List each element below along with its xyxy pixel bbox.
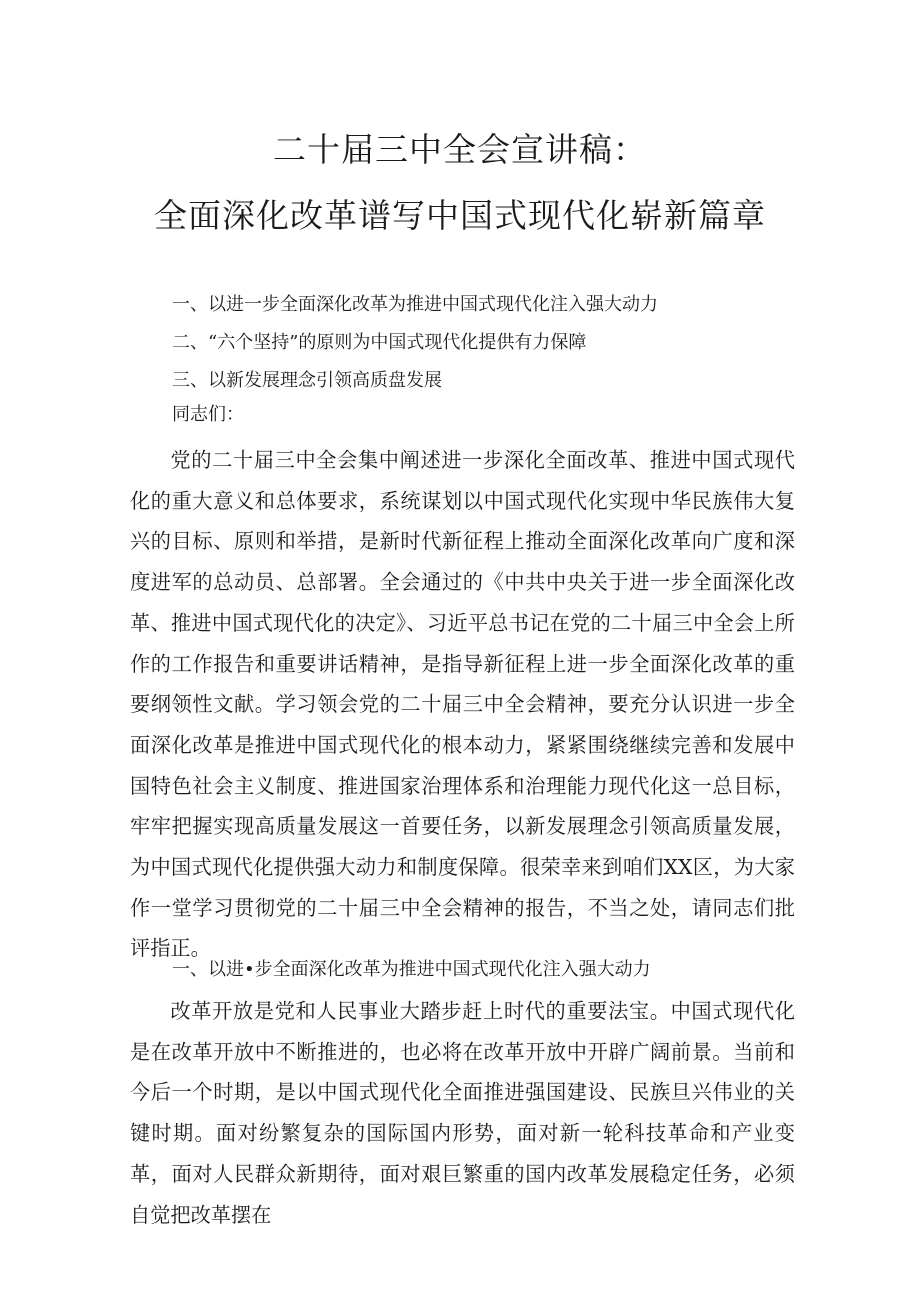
outline-item: 二、“六个坚持”的原则为中国式现代化提供有力保障 (172, 332, 587, 353)
outline-item: 三、以新发展理念引领高质盘发展 (172, 370, 442, 391)
section-paragraph: 改革开放是党和人民事业大踏步赶上时代的重要法宝。中国式现代化是在改革开放中不断推进的，也必将在改革开放中开辟广阔前景。当前和今后一个时期，是以中国式现代化全面推进强国建设、民族旦兴伟业的关键时期。面对纷繁复杂的国际国内形势，面对新一轮科技革命和产业变革，面对人民群众新期待，面对艰巨繁重的国内改革发展稳定任务，必须自觉把改革摆在 (130, 999, 795, 1227)
section-heading: 一、以进•步全面深化改革为推进中国式现代化注入强大动力 (172, 959, 651, 980)
intro-paragraph: 党的二十届三中全会集中阐述进一步深化全面改革、推进中国式现代化的重大意义和总体要求，系统谋划以中国式现代化实现中华民族伟大复兴的目标、原则和举措，是新时代新征程上推动全面深化改革向广度和深度进军的总动员、总部署。全会通过的《中共中央关于进一步全面深化改革、推进中国式现代化的决定》、习近平总书记在党的二十届三中全会上所作的工作报告和重要讲话精神，是指导新征程上进一步全面深化改革的重要纲领性文献。学习领会党的二十届三中全会精神，要充分认识进一步全面深化改革是推进中国式现代化的根本动力，紧紧围绕继续完善和发展中国特色社会主义制度、推进国家治理体系和治理能力现代化这一总目标，牢牢把握实现高质量发展这一首要任务，以新发展理念引领高质量发展，为中国式现代化提供强大动力和制度保障。很荣幸来到咱们XX区，为大家作一堂学习贯彻党的二十届三中全会精神的报告，不当之处，请同志们批评指正。 (130, 448, 795, 961)
outline-item: 一、以进一步全面深化改革为推进中国式现代化注入强大动力 (172, 294, 658, 315)
outline-list (172, 290, 658, 404)
document-title-line2: 全面深化改革谱写中国式现代化崭新篇章 (154, 196, 766, 235)
greeting: 同志们： (172, 404, 244, 425)
document-title-line1: 二十届三中全会宣讲稿： (273, 130, 647, 169)
